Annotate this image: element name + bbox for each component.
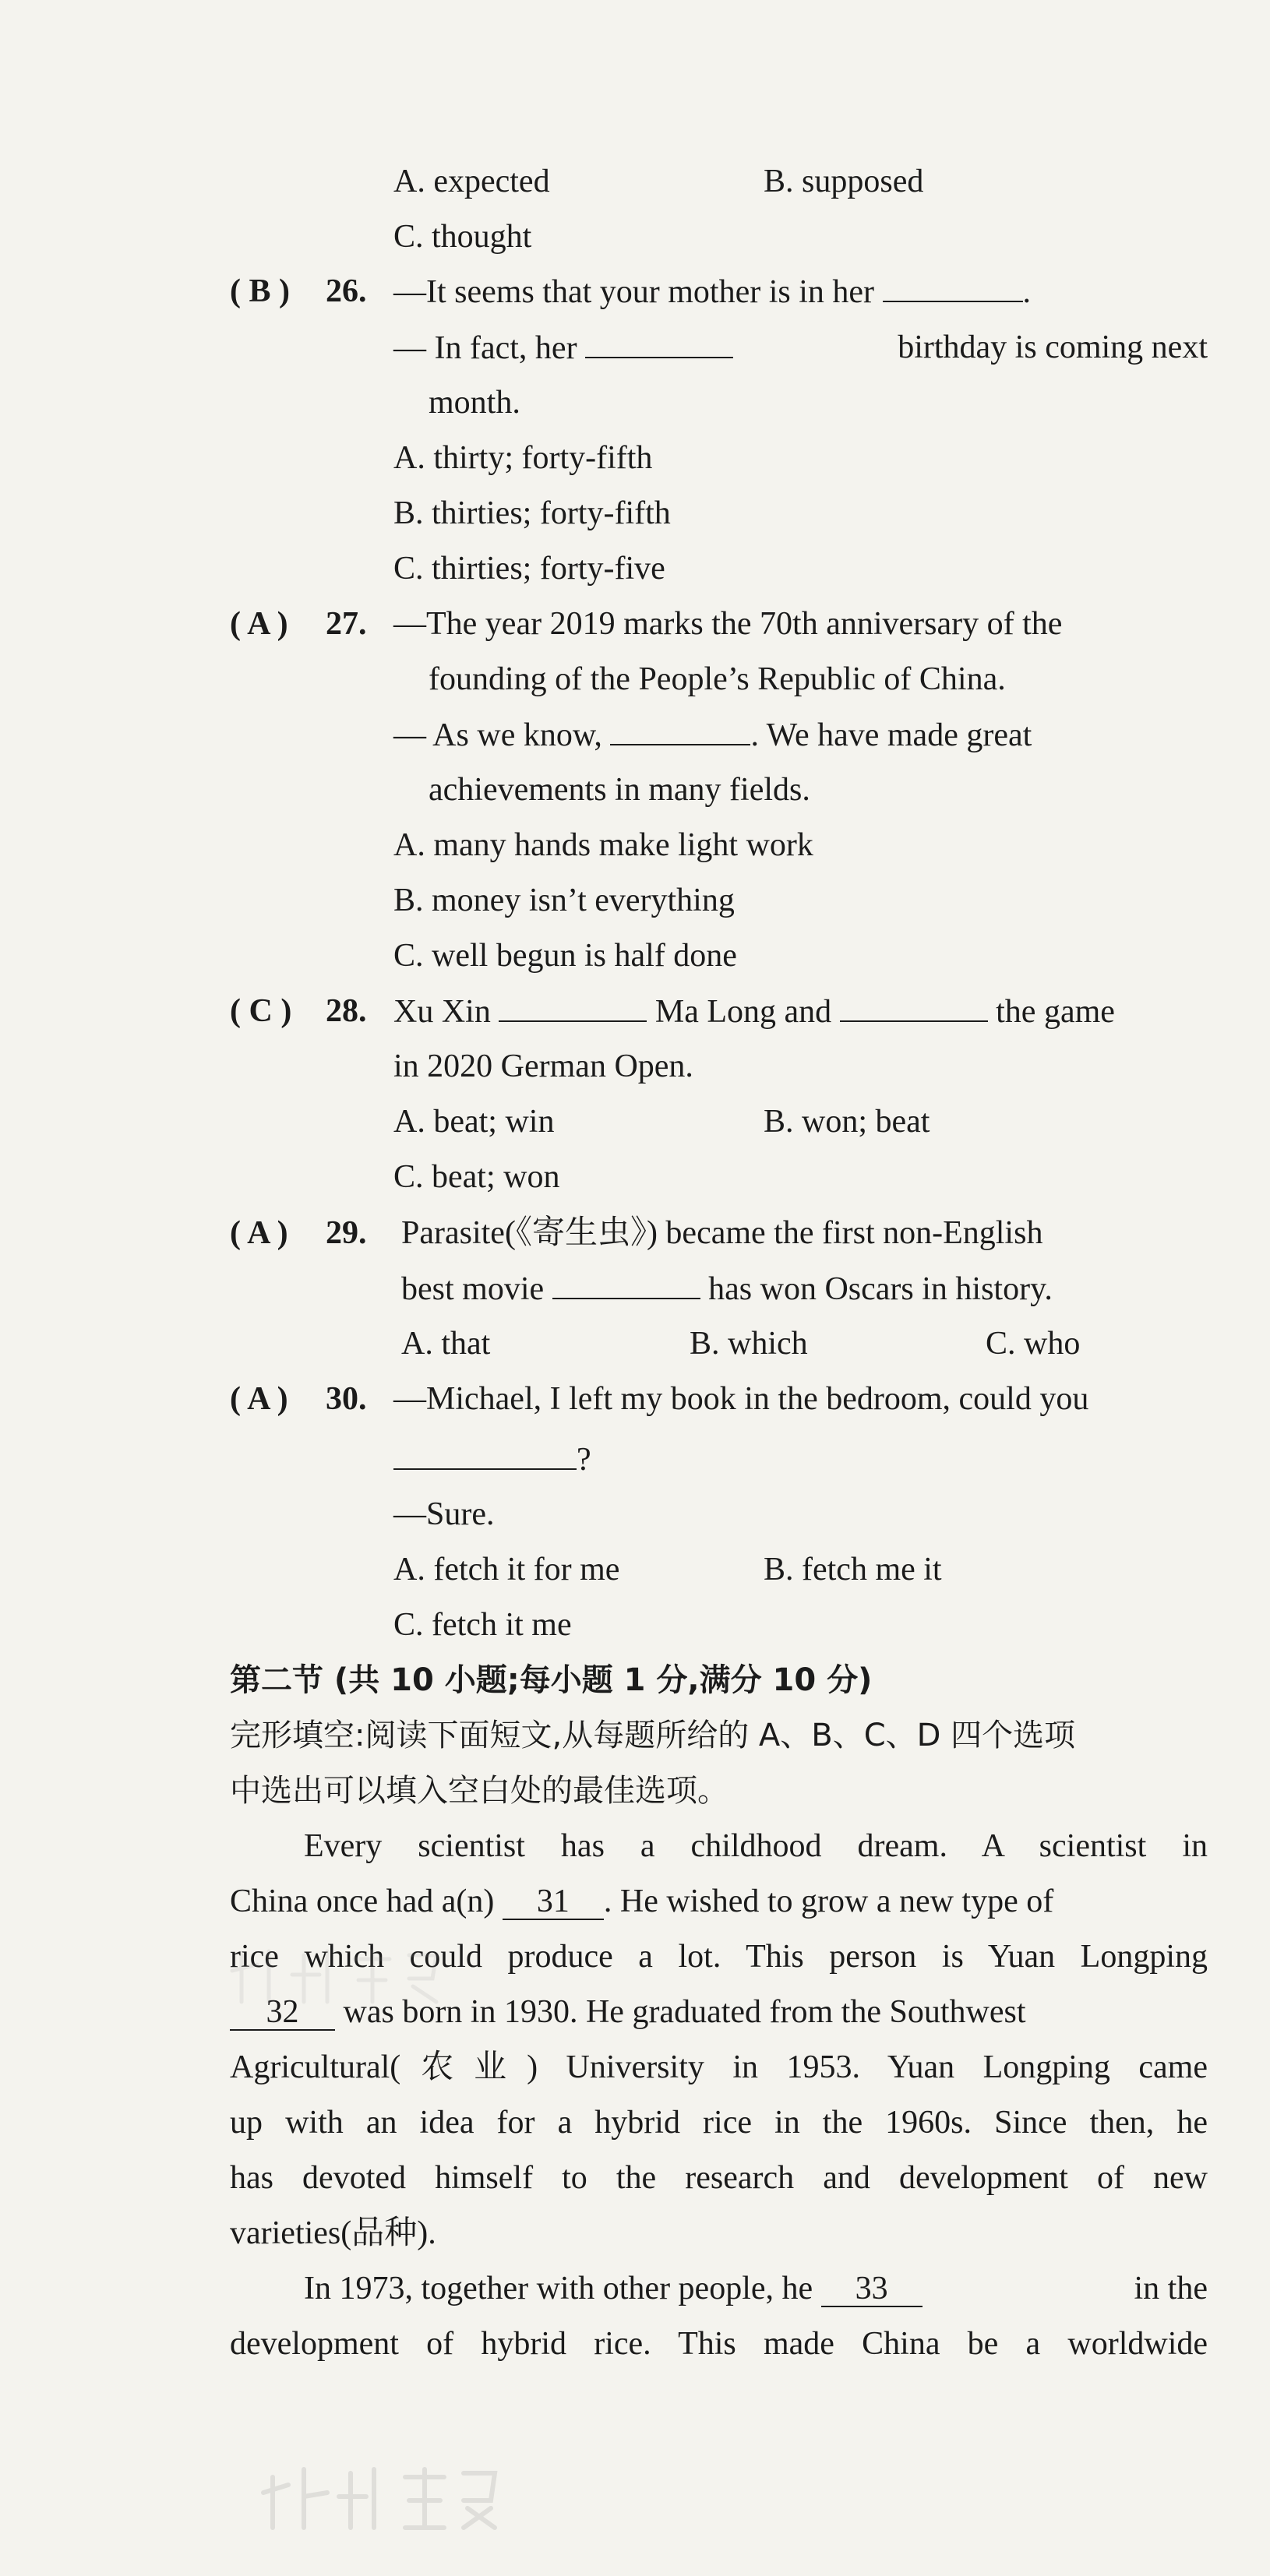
q28-blank-1 bbox=[499, 989, 647, 1022]
passage-p2-line2: development of hybrid rice. This made China be a worldwide bbox=[230, 2326, 1208, 2362]
q29-stem-line2: best movie has won Oscars in history. bbox=[401, 1267, 1053, 1311]
q27-stem-line2: founding of the People’s Republic of China. bbox=[429, 661, 1006, 697]
section2-title: 第二节 (共 10 小题;每小题 1 分,满分 10 分) bbox=[230, 1662, 873, 1698]
q26-stem-line2: — In fact, her birthday is coming next bbox=[393, 326, 1208, 370]
q27-answer-mark: ( A ) bbox=[230, 606, 288, 642]
cloze-blank-31: 31 bbox=[503, 1884, 604, 1920]
q29-option-b: B. which bbox=[690, 1326, 808, 1362]
watermark-logo-icon bbox=[257, 2454, 506, 2539]
q26-blank-1 bbox=[883, 270, 1023, 302]
q27-number: 27. bbox=[326, 606, 367, 642]
q28-option-c: C. beat; won bbox=[393, 1159, 560, 1195]
q28-answer-mark: ( C ) bbox=[230, 993, 292, 1029]
q26-option-b: B. thirties; forty-fifth bbox=[393, 495, 671, 531]
q28-blank-2 bbox=[840, 989, 988, 1022]
q26-stem-line3: month. bbox=[429, 385, 520, 421]
q26-answer-mark: ( B ) bbox=[230, 273, 290, 309]
q30-number: 30. bbox=[326, 1381, 367, 1417]
passage-p1-line1: Every scientist has a childhood dream. A scientist in bbox=[304, 1828, 1208, 1864]
q26-blank-2 bbox=[585, 326, 733, 358]
passage-p1-line4: 32 was born in 1930. He graduated from the Southwest bbox=[230, 1990, 1208, 2034]
q26-number: 26. bbox=[326, 273, 367, 309]
q28-number: 28. bbox=[326, 993, 367, 1029]
q30-option-a: A. fetch it for me bbox=[393, 1552, 620, 1588]
passage-p1-line2: China once had a(n) 31 . He wished to grow a new type of bbox=[230, 1884, 1054, 1919]
cloze-blank-32: 32 bbox=[230, 1995, 335, 2031]
q27-blank bbox=[610, 713, 750, 745]
q26-option-a: A. thirty; forty-fifth bbox=[393, 440, 653, 476]
q26-option-c: C. thirties; forty-five bbox=[393, 551, 665, 587]
q30-answer-mark: ( A ) bbox=[230, 1381, 288, 1417]
passage-p1-line3: rice which could produce a lot. This person is Yuan Longping bbox=[230, 1939, 1208, 1975]
q27-stem-line4: achievements in many fields. bbox=[429, 772, 810, 808]
section2-instruction-line2: 中选出可以填入空白处的最佳选项。 bbox=[230, 1773, 728, 1809]
cloze-blank-33: 33 bbox=[821, 2271, 923, 2307]
q30-option-c: C. fetch it me bbox=[393, 1607, 572, 1643]
q30-stem-line3: —Sure. bbox=[393, 1496, 495, 1532]
q27-option-a: A. many hands make light work bbox=[393, 827, 813, 863]
q29-answer-mark: ( A ) bbox=[230, 1215, 288, 1251]
passage-p1-line5: Agricultural(农业) University in 1953. Yuan Longping came bbox=[230, 2049, 1208, 2085]
q27-option-c: C. well begun is half done bbox=[393, 938, 737, 974]
passage-p1-line8: varieties(品种). bbox=[230, 2215, 436, 2251]
q30-blank bbox=[393, 1437, 577, 1470]
q29-number: 29. bbox=[326, 1215, 367, 1251]
passage-p1-line7: has devoted himself to the research and development of new bbox=[230, 2160, 1208, 2196]
q29-blank bbox=[552, 1267, 700, 1299]
q29-stem-line1: Parasite(《寄生虫》) became the first non-English bbox=[401, 1215, 1043, 1251]
q29-option-c: C. who bbox=[986, 1326, 1081, 1362]
watermark-faint-icon bbox=[226, 1940, 444, 2010]
q26-stem-line1: —It seems that your mother is in her . bbox=[393, 270, 1031, 314]
q28-stem-line2: in 2020 German Open. bbox=[393, 1048, 693, 1084]
q28-option-b: B. won; beat bbox=[764, 1104, 930, 1140]
q27-stem-line3: — As we know, . We have made great bbox=[393, 713, 1208, 757]
q30-stem-line2: ? bbox=[393, 1437, 591, 1482]
q29-option-a: A. that bbox=[401, 1326, 491, 1362]
q25-option-a: A. expected bbox=[393, 164, 550, 199]
q27-option-b: B. money isn’t everything bbox=[393, 883, 735, 918]
section2-instruction-line1: 完形填空:阅读下面短文,从每题所给的 A、B、C、D 四个选项 bbox=[230, 1718, 1076, 1753]
passage-p2-line1: In 1973, together with other people, he 33 in the bbox=[304, 2271, 1208, 2306]
q28-option-a: A. beat; win bbox=[393, 1104, 555, 1140]
q25-option-c: C. thought bbox=[393, 219, 532, 255]
passage-p1-line6: up with an idea for a hybrid rice in the 1960s. Since then, he bbox=[230, 2105, 1208, 2141]
q27-stem-line1: —The year 2019 marks the 70th anniversary of the bbox=[393, 606, 1063, 642]
q25-option-b: B. supposed bbox=[764, 164, 924, 199]
q28-stem-line1: Xu Xin Ma Long and the game bbox=[393, 989, 1115, 1034]
q30-option-b: B. fetch me it bbox=[764, 1552, 942, 1588]
q30-stem-line1: —Michael, I left my book in the bedroom, could you bbox=[393, 1381, 1089, 1417]
